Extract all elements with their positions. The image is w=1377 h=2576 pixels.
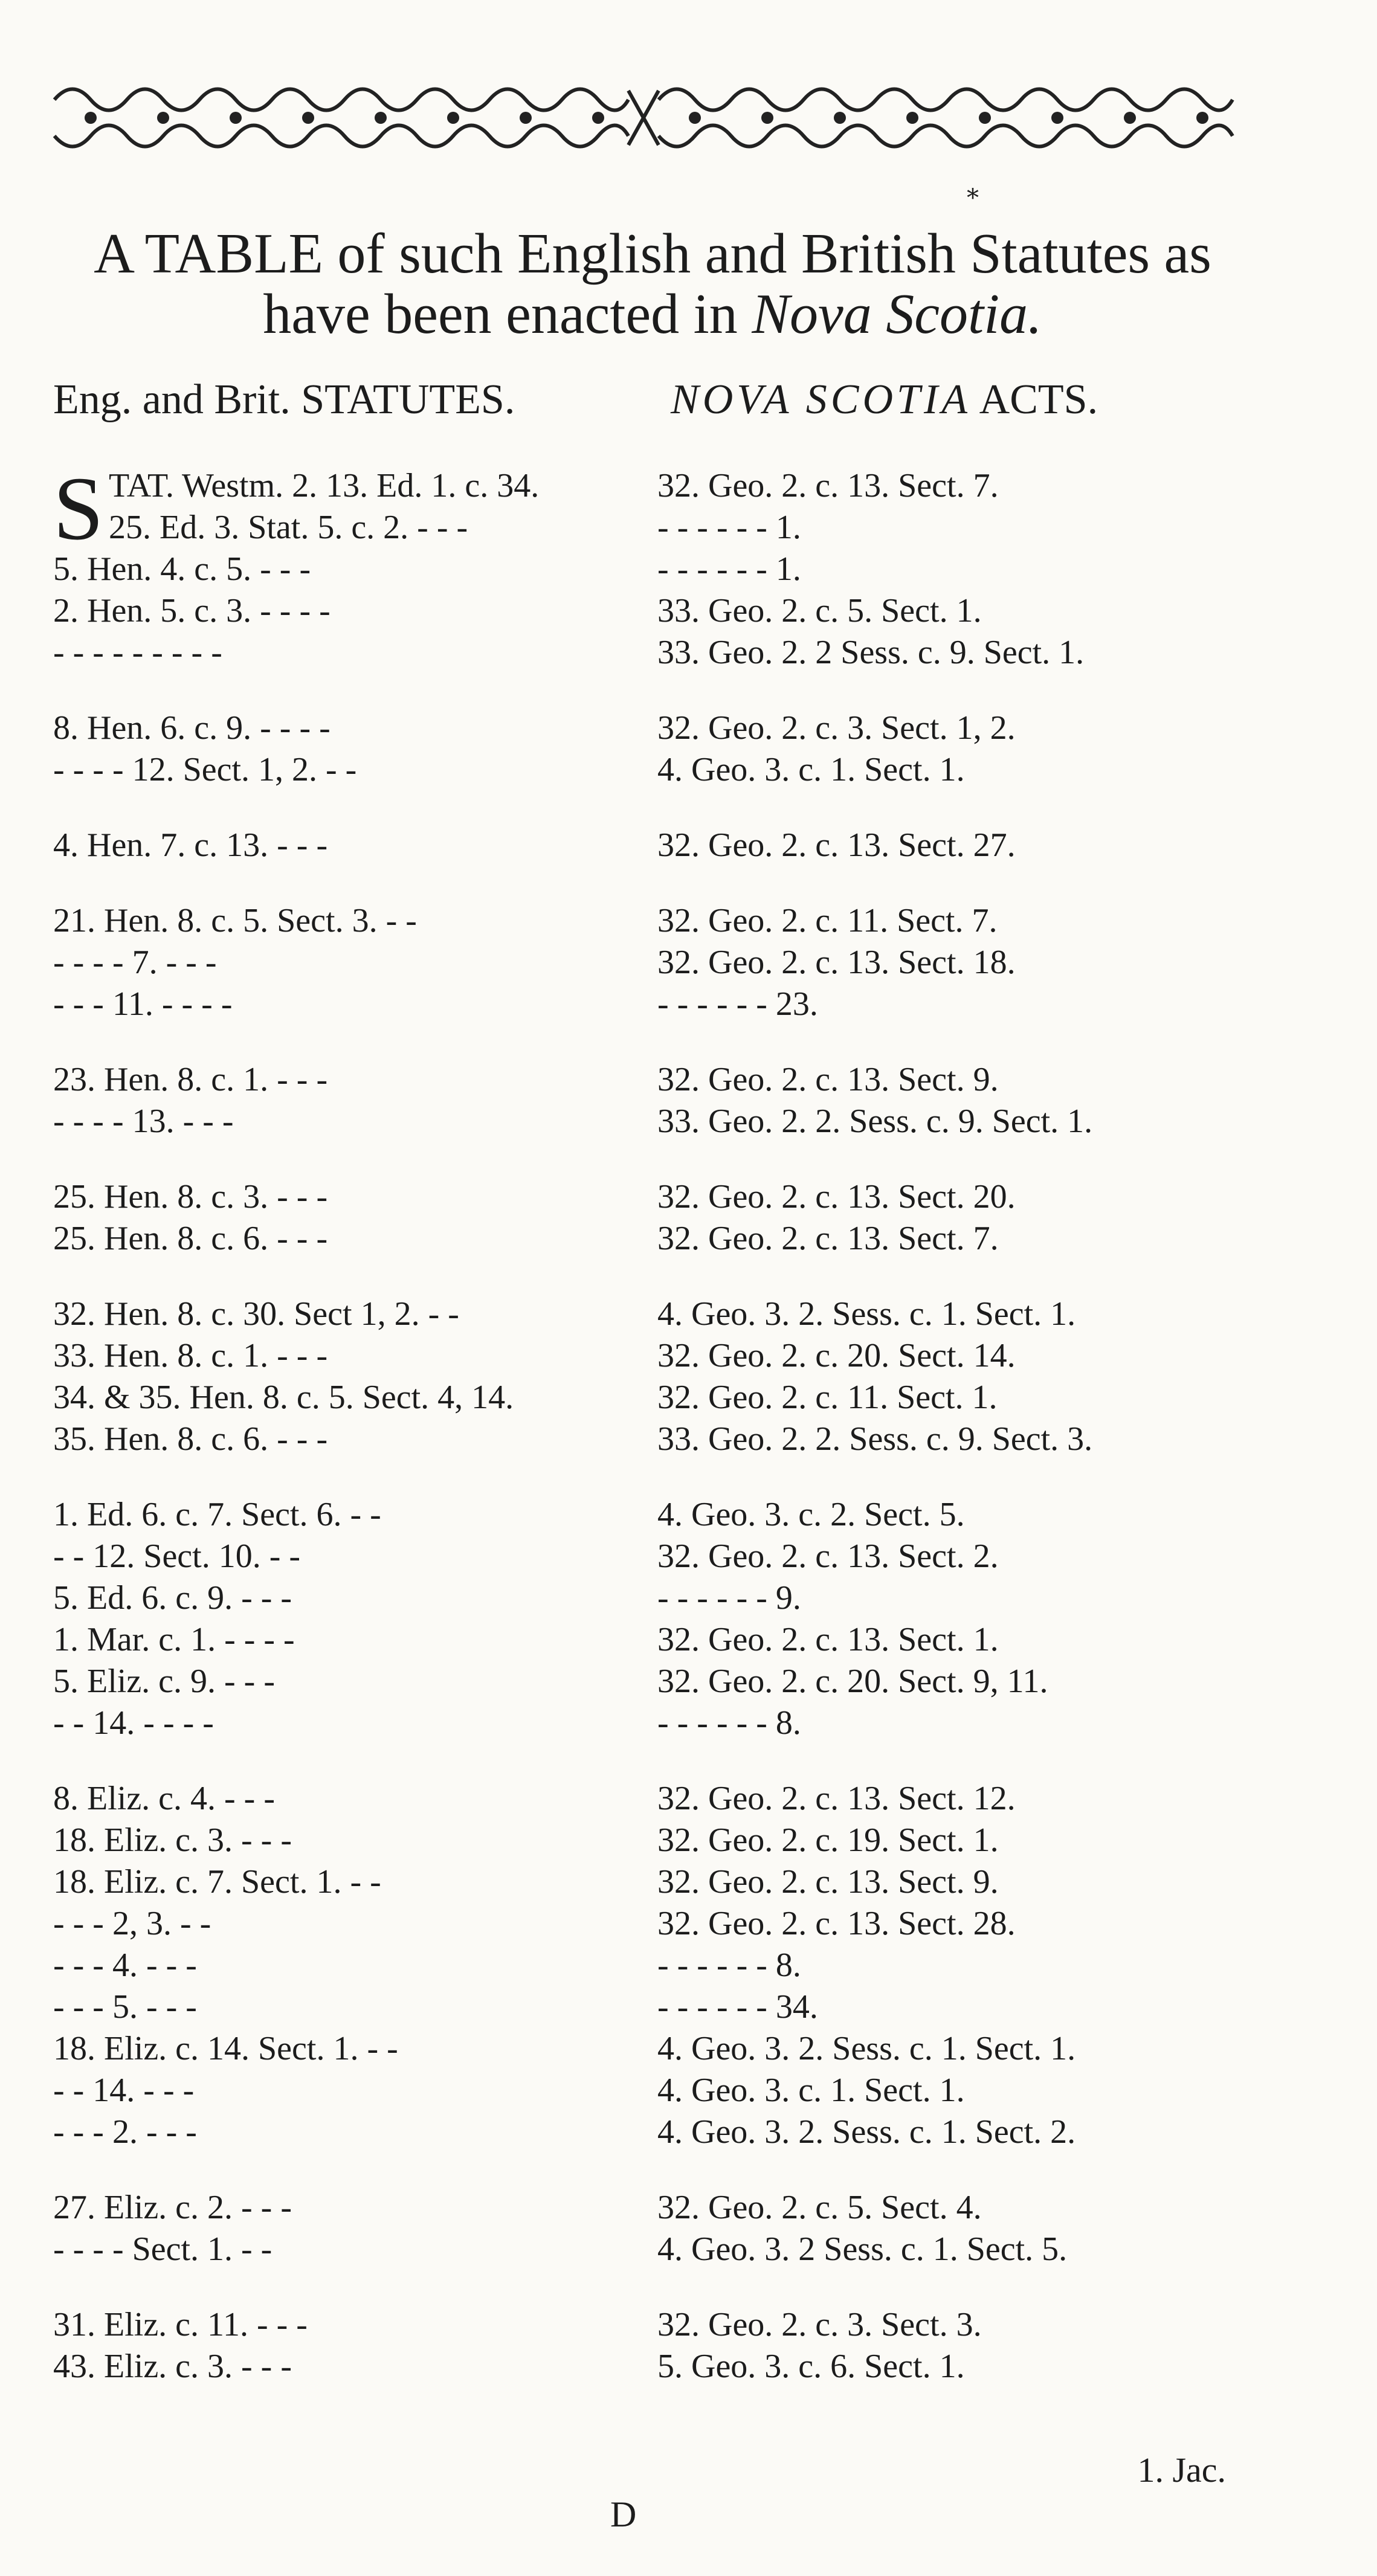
nova-scotia-act-cell: - - - - - - 8. xyxy=(657,1946,801,1984)
nova-scotia-act-cell: 32. Geo. 2. c. 19. Sect. 1. xyxy=(657,1821,999,1859)
column-header-nova-scotia xyxy=(671,376,1098,424)
title-line-2 xyxy=(48,284,1257,344)
nova-scotia-act-cell: 33. Geo. 2. 2 Sess. c. 9. Sect. 1. xyxy=(657,634,1085,671)
nova-scotia-act-cell: - - - - - - 1. xyxy=(657,550,801,588)
nova-scotia-act-cell: 4. Geo. 3. c. 1. Sect. 1. xyxy=(657,751,965,788)
nova-scotia-act-cell: 32. Geo. 2. c. 13. Sect. 7. xyxy=(657,1220,999,1257)
table-row xyxy=(53,1418,1268,1460)
nova-scotia-act-cell: - - - - - - 23. xyxy=(657,985,818,1023)
table-row xyxy=(53,590,1268,632)
nova-scotia-act-cell: 32. Geo. 2. c. 13. Sect. 9. xyxy=(657,1863,999,1901)
row-gap xyxy=(53,1025,1268,1059)
column-header-nova-scotia-italic: NOVA SCOTIA xyxy=(671,376,972,423)
english-statute-cell: 34. & 35. Hen. 8. c. 5. Sect. 4, 14. xyxy=(53,1379,514,1416)
nova-scotia-act-cell: 32. Geo. 2. c. 5. Sect. 4. xyxy=(657,2189,982,2226)
table-row xyxy=(53,2028,1268,2070)
english-statute-cell: 2. Hen. 5. c. 3. - - - - xyxy=(53,592,331,630)
nova-scotia-act-cell: 32. Geo. 2. c. 11. Sect. 7. xyxy=(657,902,998,939)
table-row xyxy=(53,2346,1268,2388)
nova-scotia-act-cell: 4. Geo. 3. 2. Sess. c. 1. Sect. 1. xyxy=(657,2030,1076,2067)
table-row xyxy=(53,2229,1268,2270)
english-statute-cell: 8. Hen. 6. c. 9. - - - - xyxy=(53,709,331,747)
nova-scotia-act-cell: 4. Geo. 3. c. 1. Sect. 1. xyxy=(657,2072,965,2109)
table-row xyxy=(53,1059,1268,1101)
title-line-2-prefix: have been enacted in xyxy=(263,283,752,346)
english-statute-cell: 4. Hen. 7. c. 13. - - - xyxy=(53,826,328,864)
row-gap xyxy=(53,1460,1268,1494)
title-line-1: A TABLE of such English and British Statutes as xyxy=(94,222,1211,285)
column-header-nova-scotia-suffix: ACTS. xyxy=(971,376,1098,423)
nova-scotia-act-cell: 32. Geo. 2. c. 13. Sect. 20. xyxy=(657,1178,1016,1216)
row-gap xyxy=(53,1260,1268,1293)
nova-scotia-act-cell: 32. Geo. 2. c. 3. Sect. 3. xyxy=(657,2306,982,2343)
nova-scotia-act-cell: 32. Geo. 2. c. 13. Sect. 27. xyxy=(657,826,1016,864)
table-row xyxy=(53,549,1268,590)
row-gap xyxy=(53,1142,1268,1176)
english-statute-cell: - - - - 13. - - - xyxy=(53,1103,234,1140)
drop-cap: S xyxy=(53,459,104,559)
nova-scotia-act-cell: 32. Geo. 2. c. 13. Sect. 28. xyxy=(657,1905,1016,1942)
table-row xyxy=(53,1619,1268,1661)
nova-scotia-act-cell: 32. Geo. 2. c. 13. Sect. 7. xyxy=(657,467,999,504)
ornament-band xyxy=(48,72,1239,163)
english-statute-cell: - - - 4. - - - xyxy=(53,1946,197,1984)
english-statute-cell: - - - 11. - - - - xyxy=(53,985,233,1023)
english-statute-cell: 43. Eliz. c. 3. - - - xyxy=(53,2348,292,2385)
table-row xyxy=(53,1820,1268,1861)
english-statute-cell: 1. Ed. 6. c. 7. Sect. 6. - - xyxy=(53,1496,381,1533)
nova-scotia-act-cell: 32. Geo. 2. c. 20. Sect. 14. xyxy=(657,1337,1016,1374)
english-statute-cell: 18. Eliz. c. 7. Sect. 1. - - xyxy=(53,1863,381,1901)
page-title xyxy=(48,224,1257,344)
english-statute-cell: - - - 2. - - - xyxy=(53,2113,197,2151)
table-row xyxy=(53,1903,1268,1945)
nova-scotia-act-cell: 32. Geo. 2. c. 13. Sect. 1. xyxy=(657,1621,999,1658)
english-statute-cell: - - - 5. - - - xyxy=(53,1988,197,2026)
english-statute-cell: 18. Eliz. c. 3. - - - xyxy=(53,1821,292,1859)
english-statute-cell: - - 12. Sect. 10. - - xyxy=(53,1538,301,1575)
table-row xyxy=(53,1577,1268,1619)
nova-scotia-act-cell: 4. Geo. 3. c. 2. Sect. 5. xyxy=(657,1496,965,1533)
nova-scotia-act-cell: 33. Geo. 2. 2. Sess. c. 9. Sect. 3. xyxy=(657,1420,1093,1458)
table-row xyxy=(53,1536,1268,1577)
table-row xyxy=(53,507,1268,549)
table-row xyxy=(53,1218,1268,1260)
table-row xyxy=(53,1176,1268,1218)
table-row xyxy=(53,900,1268,942)
nova-scotia-act-cell: 33. Geo. 2. c. 5. Sect. 1. xyxy=(657,592,982,630)
table-row xyxy=(53,2070,1268,2111)
english-statute-cell: 27. Eliz. c. 2. - - - xyxy=(53,2189,292,2226)
nova-scotia-act-cell: - - - - - - 1. xyxy=(657,509,801,546)
row-gap xyxy=(53,866,1268,900)
title-line-2-italic: Nova Scotia. xyxy=(752,283,1042,346)
row-gap xyxy=(53,1744,1268,1778)
nova-scotia-act-cell: 5. Geo. 3. c. 6. Sect. 1. xyxy=(657,2348,965,2385)
table-row xyxy=(53,707,1268,749)
english-statute-cell: TAT. Westm. 2. 13. Ed. 1. c. 34. xyxy=(109,467,540,504)
english-statute-cell: 21. Hen. 8. c. 5. Sect. 3. - - xyxy=(53,902,417,939)
nova-scotia-act-cell: 33. Geo. 2. 2. Sess. c. 9. Sect. 1. xyxy=(657,1103,1093,1140)
nova-scotia-act-cell: 32. Geo. 2. c. 11. Sect. 1. xyxy=(657,1379,998,1416)
nova-scotia-act-cell: - - - - - - 9. xyxy=(657,1579,801,1617)
english-statute-cell: 5. Eliz. c. 9. - - - xyxy=(53,1663,275,1700)
table-row xyxy=(53,1702,1268,1744)
english-statute-cell: 31. Eliz. c. 11. - - - xyxy=(53,2306,308,2343)
table-row xyxy=(53,984,1268,1025)
english-statute-cell: 23. Hen. 8. c. 1. - - - xyxy=(53,1061,328,1098)
column-header-english: Eng. and Brit. STATUTES. xyxy=(53,376,515,423)
table-row xyxy=(53,749,1268,791)
english-statute-cell: 5. Ed. 6. c. 9. - - - xyxy=(53,1579,292,1617)
english-statute-cell: - - - 2, 3. - - xyxy=(53,1905,211,1942)
english-statute-cell: - - - - 7. - - - xyxy=(53,944,217,981)
nova-scotia-act-cell: - - - - - - 8. xyxy=(657,1704,801,1742)
english-statute-cell: 1. Mar. c. 1. - - - - xyxy=(53,1621,295,1658)
nova-scotia-act-cell: 32. Geo. 2. c. 20. Sect. 9, 11. xyxy=(657,1663,1048,1700)
row-gap xyxy=(53,674,1268,707)
english-statute-cell: 25. Ed. 3. Stat. 5. c. 2. - - - xyxy=(109,509,468,546)
nova-scotia-act-cell: 32. Geo. 2. c. 13. Sect. 2. xyxy=(657,1538,999,1575)
signature-letter: D xyxy=(610,2494,637,2534)
nova-scotia-act-cell: 32. Geo. 2. c. 3. Sect. 1, 2. xyxy=(657,709,1016,747)
english-statute-cell: 33. Hen. 8. c. 1. - - - xyxy=(53,1337,328,1374)
english-statute-cell: 35. Hen. 8. c. 6. - - - xyxy=(53,1420,328,1458)
table-row xyxy=(53,1661,1268,1702)
table-row xyxy=(53,1778,1268,1820)
nova-scotia-act-cell: 4. Geo. 3. 2 Sess. c. 1. Sect. 5. xyxy=(657,2230,1068,2268)
header-ornament xyxy=(48,72,1239,163)
english-statute-cell: - - 14. - - - - xyxy=(53,1704,214,1742)
nova-scotia-act-cell: 32. Geo. 2. c. 13. Sect. 12. xyxy=(657,1780,1016,1817)
table-row xyxy=(53,942,1268,984)
table-row xyxy=(53,1101,1268,1142)
table-row xyxy=(53,2187,1268,2229)
nova-scotia-act-cell: 32. Geo. 2. c. 13. Sect. 9. xyxy=(657,1061,999,1098)
table-row xyxy=(53,1377,1268,1418)
nova-scotia-act-cell: 4. Geo. 3. 2. Sess. c. 1. Sect. 1. xyxy=(657,1295,1076,1333)
english-statute-cell: - - 14. - - - xyxy=(53,2072,195,2109)
statute-table xyxy=(53,459,1268,2388)
english-statute-cell: - - - - Sect. 1. - - xyxy=(53,2230,272,2268)
english-statute-cell: 25. Hen. 8. c. 3. - - - xyxy=(53,1178,328,1216)
english-statute-cell: 25. Hen. 8. c. 6. - - - xyxy=(53,1220,328,1257)
table-row xyxy=(53,1986,1268,2028)
english-statute-cell: 8. Eliz. c. 4. - - - xyxy=(53,1780,275,1817)
table-row xyxy=(53,1861,1268,1903)
english-statute-cell: - - - - 12. Sect. 1, 2. - - xyxy=(53,751,357,788)
english-statute-cell: 18. Eliz. c. 14. Sect. 1. - - xyxy=(53,2030,398,2067)
table-row xyxy=(53,825,1268,866)
table-row xyxy=(53,1293,1268,1335)
english-statute-cell: - - - - - - - - - xyxy=(53,634,222,671)
row-gap xyxy=(53,2270,1268,2304)
signature-mark: * xyxy=(967,184,980,212)
nova-scotia-act-cell: - - - - - - 34. xyxy=(657,1988,818,2026)
table-row xyxy=(53,1494,1268,1536)
english-statute-cell: 32. Hen. 8. c. 30. Sect 1, 2. - - xyxy=(53,1295,459,1333)
nova-scotia-act-cell: 4. Geo. 3. 2. Sess. c. 1. Sect. 2. xyxy=(657,2113,1076,2151)
nova-scotia-act-cell: 32. Geo. 2. c. 13. Sect. 18. xyxy=(657,944,1016,981)
row-gap xyxy=(53,2153,1268,2187)
table-row xyxy=(53,1945,1268,1986)
table-row xyxy=(53,632,1268,674)
english-statute-cell: 5. Hen. 4. c. 5. - - - xyxy=(53,550,311,588)
table-row xyxy=(53,2304,1268,2346)
row-gap xyxy=(53,791,1268,825)
catchword: 1. Jac. xyxy=(1137,2450,1226,2490)
table-row xyxy=(53,1335,1268,1377)
table-row xyxy=(53,2111,1268,2153)
